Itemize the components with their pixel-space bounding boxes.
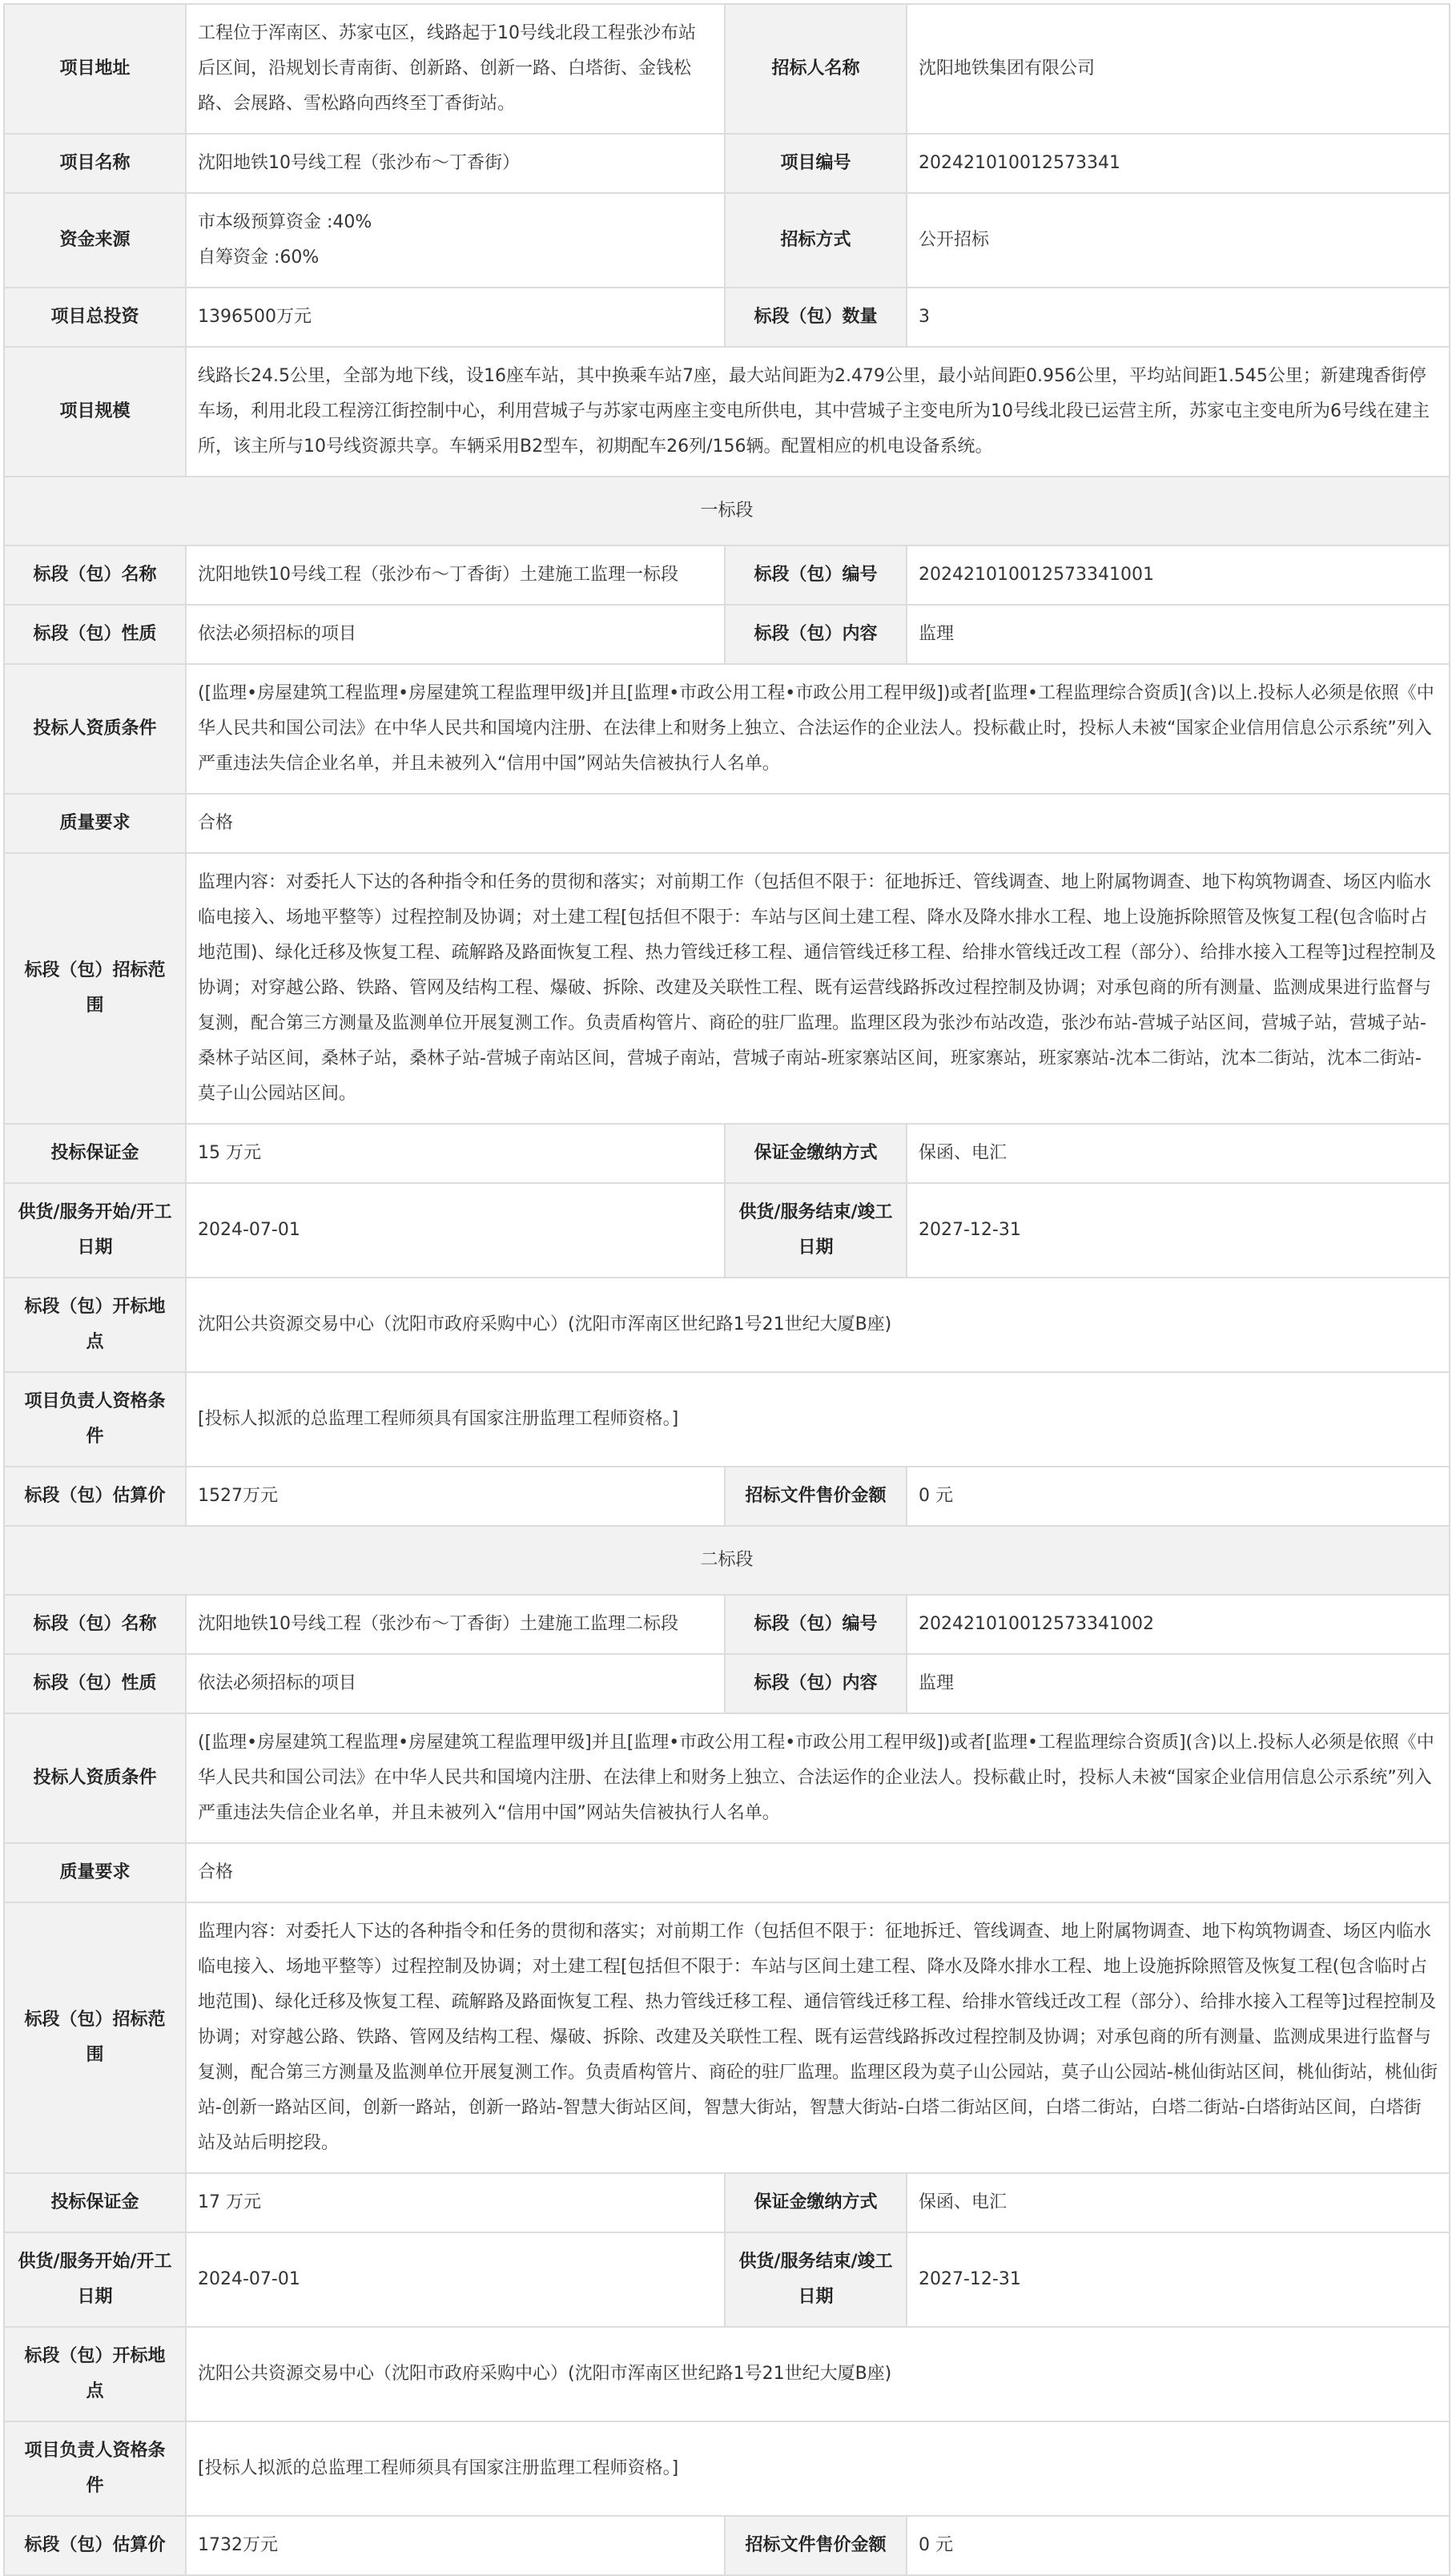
deposit-label: 投标保证金 — [4, 1124, 186, 1183]
end-value: 2027-12-31 — [907, 1183, 1450, 1278]
place-value: 沈阳公共资源交易中心（沈阳市政府采购中心）(沈阳市浑南区世纪路1号21世纪大厦B座) — [186, 2327, 1450, 2421]
nature-label: 标段（包）性质 — [4, 1654, 186, 1713]
place-label: 标段（包）开标地点 — [4, 2327, 186, 2421]
section-row-estimate — [4, 1467, 1450, 1526]
scope-value: 监理内容：对委托人下达的各种指令和任务的贯彻和落实；对前期工作（包括但不限于：征地拆迁、管线调查、地上附属物调查、地下构筑物调查、场区内临水临电接入、场地平整等）过程控制及协调；对土建工程[包括但不限于：车站与区间土建工程、降水及降水排水工程、地上设施拆除照管及恢复工程(包含临时占地范围)、绿化迁移及恢复工程、疏解路及路面恢复工程、热力管线迁移工程、通信管线迁移工程、给排水管线迁改工程（部分）、给排水接入工程等]过程控制及协调；对穿越公路、铁路、管网及结构工程、爆破、拆除、改建及关联性工程、既有运营线路拆改过程控制及协调；对承包商的所有测量、监测成果进行监督与复测，配合第三方测量及监测单位开展复测工作。负责盾构管片、商砼的驻厂监理。监理区段为张沙布站改造，张沙布站-营城子站区间，营城子站，营城子站-桑林子站区间，桑林子站，桑林子站-营城子南站区间，营城子南站，营城子南站-班家寨站区间，班家寨站，班家寨站-沈本二街站，沈本二街站，沈本二街站-莫子山公园站区间。 — [186, 853, 1450, 1124]
qual-label: 投标人资质条件 — [4, 664, 186, 794]
end-label: 供货/服务结束/竣工 日期 — [725, 2232, 907, 2327]
fund-line-self: 自筹资金 :60% — [198, 248, 320, 268]
row-project-name — [4, 134, 1450, 193]
section-row-deposit — [4, 1124, 1450, 1183]
scope-label: 标段（包）招标范围 — [4, 1902, 186, 2173]
total-investment-value: 1396500万元 — [186, 288, 725, 347]
code-label: 标段（包）编号 — [725, 1595, 907, 1654]
price-label: 招标文件售价金额 — [725, 1467, 907, 1526]
deposit-value: 17 万元 — [186, 2173, 725, 2232]
section-row-leader — [4, 2421, 1450, 2516]
section-row-qualification — [4, 664, 1450, 794]
start-label: 供货/服务开始/开工 日期 — [4, 2232, 186, 2327]
nature-value: 依法必须招标的项目 — [186, 605, 725, 664]
project-scale-value: 线路长24.5公里，全部为地下线，设16座车站，其中换乘车站7座，最大站间距为2.479公里，最小站间距0.956公里，平均站间距1.545公里；新建瑰香街停车场，利用北段工程滂江街控制中心，利用营城子与苏家屯两座主变电所供电，其中营城子主变电所为10号线北段已运营主所，苏家屯主变电所为6号线在建主所，该主所与10号线资源共享。车辆采用B2型车，初期配车26列/156辆。配置相应的机电设备系统。 — [186, 347, 1450, 477]
sections-body — [4, 477, 1450, 2575]
code-value: 202421010012573341002 — [907, 1595, 1450, 1654]
name-label: 标段（包）名称 — [4, 545, 186, 605]
estimate-label: 标段（包）估算价 — [4, 2516, 186, 2575]
row-total-investment — [4, 288, 1450, 347]
pay-label: 保证金缴纳方式 — [725, 1124, 907, 1183]
project-name-value: 沈阳地铁10号线工程（张沙布～丁香街） — [186, 134, 725, 193]
section-row-dates — [4, 2232, 1450, 2327]
start-value: 2024-07-01 — [186, 1183, 725, 1278]
end-label: 供货/服务结束/竣工 日期 — [725, 1183, 907, 1278]
leader-value: [投标人拟派的总监理工程师须具有国家注册监理工程师资格。] — [186, 1372, 1450, 1467]
pay-label: 保证金缴纳方式 — [725, 2173, 907, 2232]
section-header-row — [4, 1526, 1450, 1595]
section-row-qualification — [4, 1713, 1450, 1843]
section-row-deposit — [4, 2173, 1450, 2232]
section-row-scope — [4, 853, 1450, 1124]
estimate-value: 1732万元 — [186, 2516, 725, 2575]
section-row-dates — [4, 1183, 1450, 1278]
section-row-estimate — [4, 2516, 1450, 2575]
qual-value: ([监理•房屋建筑工程监理•房屋建筑工程监理甲级]并且[监理•市政公用工程•市政公用工程甲级])或者[监理•工程监理综合资质](含)以上.投标人必须是依照《中华人民共和国公司法》在中华人民共和国境内注册、在法律上和财务上独立、合法运作的企业法人。投标截止时，投标人未被“国家企业信用信息公示系统”列入严重违法失信企业名单，并且未被列入“信用中国”网站失信被执行人名单。 — [186, 1713, 1450, 1843]
name-label: 标段（包）名称 — [4, 1595, 186, 1654]
tenderer-name-value: 沈阳地铁集团有限公司 — [907, 4, 1450, 134]
quality-value: 合格 — [186, 1843, 1450, 1902]
project-name-label: 项目名称 — [4, 134, 186, 193]
project-code-value: 202421010012573341 — [907, 134, 1450, 193]
estimate-label: 标段（包）估算价 — [4, 1467, 186, 1526]
project-address-label: 项目地址 — [4, 4, 186, 134]
tender-method-value: 公开招标 — [907, 193, 1450, 288]
row-project-address — [4, 4, 1450, 134]
leader-label: 项目负责人资格条件 — [4, 2421, 186, 2516]
section-row-quality — [4, 794, 1450, 853]
section-count-value: 3 — [907, 288, 1450, 347]
project-code-label: 项目编号 — [725, 134, 907, 193]
section-row-nature — [4, 1654, 1450, 1713]
code-value: 202421010012573341001 — [907, 545, 1450, 605]
place-value: 沈阳公共资源交易中心（沈阳市政府采购中心）(沈阳市浑南区世纪路1号21世纪大厦B座) — [186, 1278, 1450, 1372]
quality-label: 质量要求 — [4, 1843, 186, 1902]
section-row-leader — [4, 1372, 1450, 1467]
tender-info-table — [3, 3, 1450, 2576]
price-value: 0 元 — [907, 1467, 1450, 1526]
quality-label: 质量要求 — [4, 794, 186, 853]
content-value: 监理 — [907, 1654, 1450, 1713]
name-value: 沈阳地铁10号线工程（张沙布～丁香街）土建施工监理一标段 — [186, 545, 725, 605]
content-label: 标段（包）内容 — [725, 605, 907, 664]
fund-line-municipal: 市本级预算资金 :40% — [198, 212, 372, 232]
place-label: 标段（包）开标地点 — [4, 1278, 186, 1372]
fund-source-value — [186, 193, 725, 288]
section-row-quality — [4, 1843, 1450, 1902]
section-row-nature — [4, 605, 1450, 664]
tenderer-name-label: 招标人名称 — [725, 4, 907, 134]
pay-value: 保函、电汇 — [907, 1124, 1450, 1183]
section-title: 一标段 — [4, 477, 1450, 545]
estimate-value: 1527万元 — [186, 1467, 725, 1526]
row-project-scale — [4, 347, 1450, 477]
section-header-row — [4, 477, 1450, 545]
section-row-place — [4, 1278, 1450, 1372]
scope-value: 监理内容：对委托人下达的各种指令和任务的贯彻和落实；对前期工作（包括但不限于：征地拆迁、管线调查、地上附属物调查、地下构筑物调查、场区内临水临电接入、场地平整等）过程控制及协调；对土建工程[包括但不限于：车站与区间土建工程、降水及降水排水工程、地上设施拆除照管及恢复工程(包含临时占地范围)、绿化迁移及恢复工程、疏解路及路面恢复工程、热力管线迁移工程、通信管线迁移工程、给排水管线迁改工程（部分）、给排水接入工程等]过程控制及协调；对穿越公路、铁路、管网及结构工程、爆破、拆除、改建及关联性工程、既有运营线路拆改过程控制及协调；对承包商的所有测量、监测成果进行监督与复测，配合第三方测量及监测单位开展复测工作。负责盾构管片、商砼的驻厂监理。监理区段为莫子山公园站，莫子山公园站-桃仙街站区间，桃仙街站，桃仙街站-创新一路站区间，创新一路站，创新一路站-智慧大街站区间，智慧大街站，智慧大街站-白塔二街站区间，白塔二街站，白塔二街站-白塔街站区间，白塔街站及站后明挖段。 — [186, 1902, 1450, 2173]
start-value: 2024-07-01 — [186, 2232, 725, 2327]
section-row-name — [4, 545, 1450, 605]
name-value: 沈阳地铁10号线工程（张沙布～丁香街）土建施工监理二标段 — [186, 1595, 725, 1654]
total-investment-label: 项目总投资 — [4, 288, 186, 347]
section-row-place — [4, 2327, 1450, 2421]
quality-value: 合格 — [186, 794, 1450, 853]
section-title: 二标段 — [4, 1526, 1450, 1595]
leader-value: [投标人拟派的总监理工程师须具有国家注册监理工程师资格。] — [186, 2421, 1450, 2516]
scope-label: 标段（包）招标范围 — [4, 853, 186, 1124]
nature-value: 依法必须招标的项目 — [186, 1654, 725, 1713]
end-value: 2027-12-31 — [907, 2232, 1450, 2327]
row-fund-source — [4, 193, 1450, 288]
section-row-scope — [4, 1902, 1450, 2173]
deposit-label: 投标保证金 — [4, 2173, 186, 2232]
deposit-value: 15 万元 — [186, 1124, 725, 1183]
pay-value: 保函、电汇 — [907, 2173, 1450, 2232]
leader-label: 项目负责人资格条件 — [4, 1372, 186, 1467]
nature-label: 标段（包）性质 — [4, 605, 186, 664]
content-label: 标段（包）内容 — [725, 1654, 907, 1713]
tender-method-label: 招标方式 — [725, 193, 907, 288]
project-address-value: 工程位于浑南区、苏家屯区，线路起于10号线北段工程张沙布站后区间，沿规划长青南街、创新路、创新一路、白塔街、金钱松路、会展路、雪松路向西终至丁香街站。 — [186, 4, 725, 134]
qual-value: ([监理•房屋建筑工程监理•房屋建筑工程监理甲级]并且[监理•市政公用工程•市政公用工程甲级])或者[监理•工程监理综合资质](含)以上.投标人必须是依照《中华人民共和国公司法》在中华人民共和国境内注册、在法律上和财务上独立、合法运作的企业法人。投标截止时，投标人未被“国家企业信用信息公示系统”列入严重违法失信企业名单，并且未被列入“信用中国”网站失信被执行人名单。 — [186, 664, 1450, 794]
section-count-label: 标段（包）数量 — [725, 288, 907, 347]
qual-label: 投标人资质条件 — [4, 1713, 186, 1843]
fund-source-label: 资金来源 — [4, 193, 186, 288]
code-label: 标段（包）编号 — [725, 545, 907, 605]
section-row-name — [4, 1595, 1450, 1654]
project-scale-label: 项目规模 — [4, 347, 186, 477]
price-value: 0 元 — [907, 2516, 1450, 2575]
start-label: 供货/服务开始/开工 日期 — [4, 1183, 186, 1278]
price-label: 招标文件售价金额 — [725, 2516, 907, 2575]
content-value: 监理 — [907, 605, 1450, 664]
